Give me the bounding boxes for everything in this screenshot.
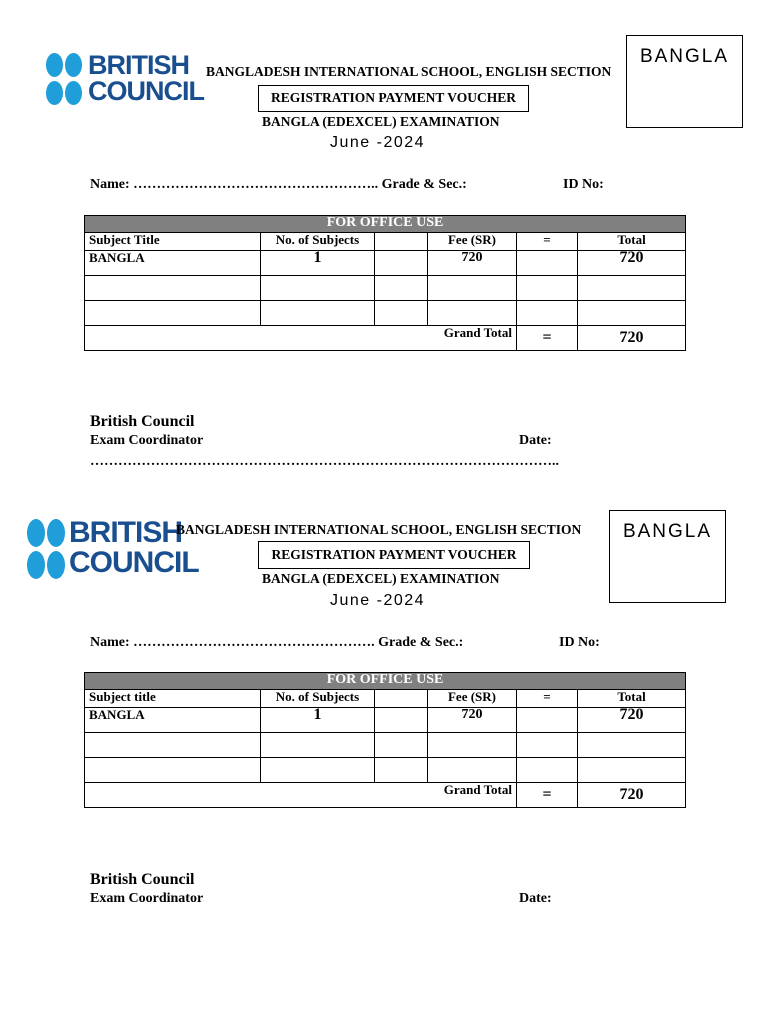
grand-total-equals: = — [517, 326, 578, 351]
col-header-subject: Subject title — [85, 690, 261, 708]
col-header-equals: = — [517, 233, 578, 251]
cell-equals — [517, 301, 578, 326]
cell-subject — [85, 276, 261, 301]
cell-blank — [375, 251, 428, 276]
col-header-fee: Fee (SR) — [428, 690, 517, 708]
grand-total-equals: = — [517, 783, 578, 808]
subject-box: BANGLA — [626, 35, 743, 128]
signature-org: British Council — [90, 871, 195, 888]
signature-org: British Council — [90, 413, 195, 430]
subject-box: BANGLA — [609, 510, 726, 603]
table-row — [85, 708, 686, 733]
cell-subject — [85, 758, 261, 783]
cell-blank — [375, 301, 428, 326]
logo-line2: COUNCIL — [88, 76, 204, 106]
name-grade-field: Name: …………………………………………….. Grade & Sec.: — [90, 177, 467, 192]
cell-fee: 720 — [428, 251, 517, 276]
voucher-title: REGISTRATION PAYMENT VOUCHER — [258, 85, 529, 112]
cell-subject: BANGLA — [85, 708, 261, 733]
id-field: ID No: — [563, 177, 604, 192]
british-council-logo — [46, 50, 204, 108]
cell-equals — [517, 733, 578, 758]
cell-count — [261, 733, 375, 758]
cell-total: 720 — [578, 251, 686, 276]
grand-total-value: 720 — [578, 326, 686, 351]
exam-title: BANGLA (EDEXCEL) EXAMINATION — [262, 114, 500, 129]
cell-equals — [517, 251, 578, 276]
cell-equals — [517, 708, 578, 733]
grand-total-label: Grand Total — [85, 783, 517, 808]
table-row — [85, 251, 686, 276]
cell-blank — [375, 708, 428, 733]
exam-session: June -2024 — [330, 134, 426, 151]
exam-session: June -2024 — [330, 592, 426, 609]
cell-total: 720 — [578, 708, 686, 733]
office-use-header: FOR OFFICE USE — [85, 673, 686, 690]
table-header-row — [85, 690, 686, 708]
cell-count — [261, 276, 375, 301]
col-header-count: No. of Subjects — [261, 233, 375, 251]
col-header-count: No. of Subjects — [261, 690, 375, 708]
grand-total-row — [85, 326, 686, 351]
school-name: BANGLADESH INTERNATIONAL SCHOOL, ENGLISH SECTION — [176, 522, 582, 537]
cell-equals — [517, 276, 578, 301]
col-header-total: Total — [578, 690, 686, 708]
cell-fee — [428, 733, 517, 758]
col-header-blank — [375, 233, 428, 251]
logo-dots-icon — [46, 52, 84, 106]
logo-dots-icon — [27, 518, 67, 580]
cell-fee — [428, 276, 517, 301]
id-field: ID No: — [559, 635, 600, 650]
col-header-subject: Subject Title — [85, 233, 261, 251]
table-row — [85, 733, 686, 758]
cell-fee — [428, 758, 517, 783]
logo-line1: BRITISH — [88, 50, 189, 80]
british-council-logo — [27, 516, 199, 580]
grand-total-label: Grand Total — [85, 326, 517, 351]
exam-title: BANGLA (EDEXCEL) EXAMINATION — [262, 571, 500, 586]
grand-total-row — [85, 783, 686, 808]
voucher-title: REGISTRATION PAYMENT VOUCHER — [258, 541, 530, 569]
table-row — [85, 758, 686, 783]
cell-total — [578, 301, 686, 326]
date-field: Date: — [519, 433, 552, 448]
table-header-row — [85, 233, 686, 251]
signature-role: Exam Coordinator — [90, 433, 204, 448]
cell-equals — [517, 758, 578, 783]
cell-subject — [85, 733, 261, 758]
table-row — [85, 301, 686, 326]
col-header-total: Total — [578, 233, 686, 251]
office-use-header-row — [85, 673, 686, 690]
col-header-equals: = — [517, 690, 578, 708]
cell-subject — [85, 301, 261, 326]
cell-total — [578, 733, 686, 758]
fee-table — [84, 672, 686, 808]
cell-blank — [375, 276, 428, 301]
signature-role: Exam Coordinator — [90, 891, 204, 906]
cell-count — [261, 758, 375, 783]
school-name: BANGLADESH INTERNATIONAL SCHOOL, ENGLISH SECTION — [206, 64, 612, 79]
cell-blank — [375, 733, 428, 758]
cell-count — [261, 301, 375, 326]
cell-count: 1 — [261, 251, 375, 276]
cell-total — [578, 276, 686, 301]
grand-total-value: 720 — [578, 783, 686, 808]
logo-line1: BRITISH — [69, 516, 182, 549]
office-use-header-row — [85, 216, 686, 233]
col-header-blank — [375, 690, 428, 708]
cell-total — [578, 758, 686, 783]
cell-fee — [428, 301, 517, 326]
cut-line: ……………………………………………………………………………………….. — [90, 454, 559, 469]
name-grade-field: Name: ……………………………………………. Grade & Sec.: — [90, 635, 464, 650]
table-row — [85, 276, 686, 301]
office-use-header: FOR OFFICE USE — [85, 216, 686, 233]
fee-table — [84, 215, 686, 351]
date-field: Date: — [519, 891, 552, 906]
col-header-fee: Fee (SR) — [428, 233, 517, 251]
cell-fee: 720 — [428, 708, 517, 733]
cell-subject: BANGLA — [85, 251, 261, 276]
cell-count: 1 — [261, 708, 375, 733]
logo-line2: COUNCIL — [69, 546, 199, 579]
cell-blank — [375, 758, 428, 783]
